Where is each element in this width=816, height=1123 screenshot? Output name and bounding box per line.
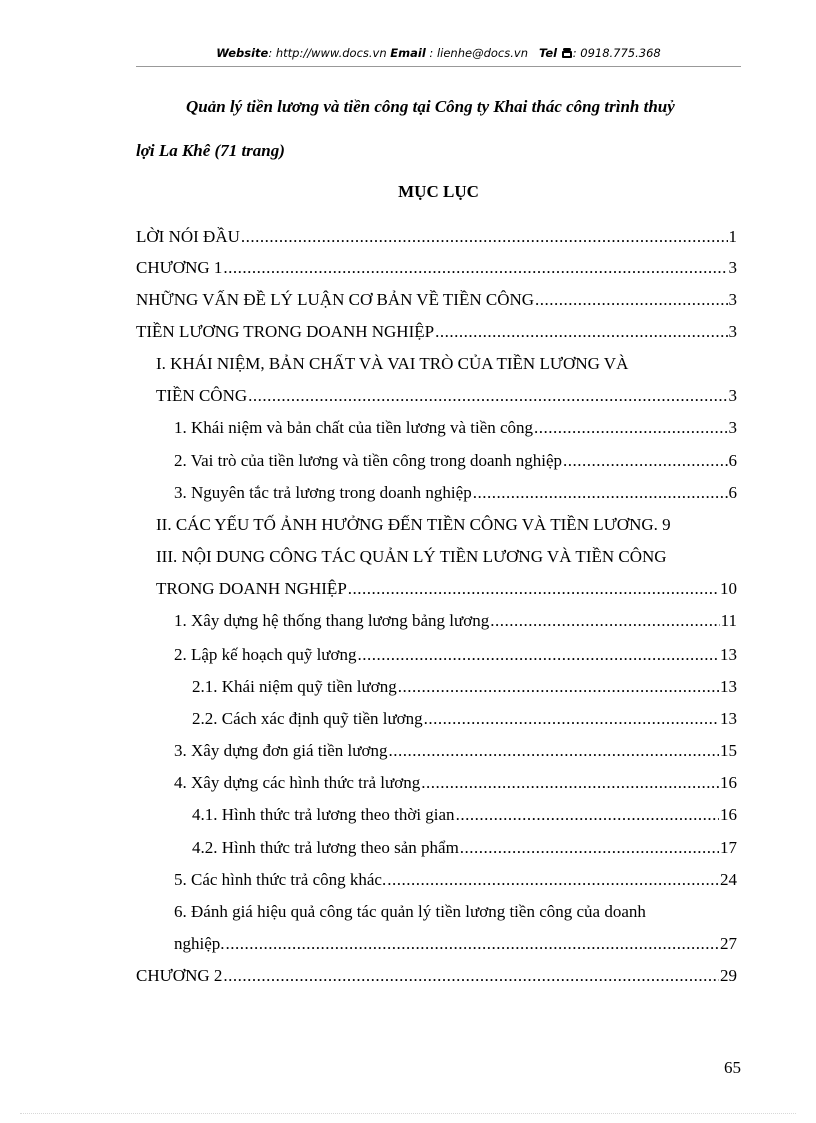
toc-entry-page: 24	[720, 870, 737, 889]
toc-leader	[388, 740, 719, 762]
toc-leader	[473, 482, 728, 504]
toc-entry-text: NHỮNG VẤN ĐỀ LÝ LUẬN CƠ BẢN VỀ TIỀN CÔNG	[136, 290, 535, 309]
phone-icon	[561, 48, 573, 58]
toc-entry[interactable]	[136, 321, 737, 343]
email-label: Email	[390, 46, 426, 60]
email-value: : lienhe@docs.vn	[425, 46, 528, 60]
toc-entry-page: 1	[728, 227, 737, 246]
toc-entry[interactable]	[174, 901, 646, 923]
toc-entry-text: TRONG DOANH NGHIỆP	[156, 579, 347, 598]
toc-entry-page: 3	[728, 322, 737, 341]
toc-leader	[223, 257, 727, 279]
toc-leader	[435, 321, 727, 343]
toc-entry-page: 3	[728, 258, 737, 277]
toc-leader	[563, 450, 727, 472]
toc-entry[interactable]	[156, 578, 737, 600]
toc-entry[interactable]	[174, 740, 737, 762]
toc-entry[interactable]	[156, 514, 671, 536]
toc-entry-page: 6	[728, 451, 737, 470]
toc-entry[interactable]	[174, 869, 737, 891]
toc-entry-page: 13	[720, 709, 737, 728]
toc-entry[interactable]	[156, 353, 628, 375]
toc-entry-text: 2. Vai trò của tiền lương và tiền công trong doanh nghiệp	[174, 451, 563, 470]
toc-entry[interactable]	[174, 610, 737, 632]
toc-leader	[460, 837, 719, 859]
toc-entry-text: II. CÁC YẾU TỐ ẢNH HƯỞNG ĐẾN TIỀN CÔNG VÀ TIỀN LƯƠNG. 9	[156, 515, 671, 534]
toc-entry[interactable]	[192, 708, 737, 730]
toc-entry-text: TIỀN CÔNG	[156, 386, 248, 405]
toc-entry-text: LỜI NÓI ĐẦU	[136, 227, 240, 246]
toc-entry[interactable]	[174, 482, 737, 504]
website-value: : http://www.docs.vn	[268, 46, 387, 60]
toc-entry-text: CHƯƠNG 1	[136, 258, 223, 277]
toc-entry-text: 2. Lập kế hoạch quỹ lương	[174, 645, 357, 664]
toc-entry-text: 2.2. Cách xác định quỹ tiền lương	[192, 709, 423, 728]
toc-entry-text: 4. Xây dựng các hình thức trả lương	[174, 773, 421, 792]
header-rule	[136, 66, 741, 67]
toc-leader	[358, 644, 720, 666]
toc-entry[interactable]	[136, 257, 737, 279]
toc-entry[interactable]	[136, 289, 737, 311]
toc-entry-text: 3. Xây dựng đơn giá tiền lương	[174, 741, 388, 760]
document-title-line-1: Quản lý tiền lương và tiền công tại Công ty Khai thác công trình thuỷ	[186, 97, 675, 116]
toc-entry-page: 16	[720, 805, 737, 824]
toc-entry-text: 2.1. Khái niệm quỹ tiền lương	[192, 677, 397, 696]
website-label: Website	[216, 46, 269, 60]
toc-entry[interactable]	[136, 965, 737, 987]
toc-entry-page: 13	[720, 677, 737, 696]
toc-entry-page: 6	[728, 483, 737, 502]
toc-entry-text: nghiệp.	[174, 934, 225, 953]
toc-entry[interactable]	[174, 644, 737, 666]
toc-entry-page: 16	[720, 773, 737, 792]
toc-entry-page: 29	[720, 966, 737, 985]
toc-leader	[248, 385, 727, 407]
toc-entry-text: 1. Khái niệm và bản chất của tiền lương và tiền công	[174, 418, 534, 437]
toc-entry-page: 3	[728, 386, 737, 405]
toc-entry-page: 13	[720, 645, 737, 664]
tel-label: Tel	[538, 46, 558, 60]
toc-leader	[456, 804, 719, 826]
toc-leader	[534, 417, 727, 439]
toc-entry-text: 4.2. Hình thức trả lương theo sản phẩm	[192, 838, 459, 857]
toc-entry[interactable]	[136, 226, 737, 248]
toc-entry[interactable]	[174, 417, 737, 439]
toc-leader	[398, 676, 719, 698]
toc-entry-text: 6. Đánh giá hiệu quả công tác quản lý tiền lương tiền công của doanh	[174, 902, 646, 921]
toc-heading: MỤC LỤC	[398, 182, 479, 201]
toc-leader	[535, 289, 727, 311]
toc-leader	[490, 610, 719, 632]
page-header	[136, 46, 741, 66]
toc-entry[interactable]	[156, 546, 667, 568]
toc-entry-text: TIỀN LƯƠNG TRONG DOANH NGHIỆP	[136, 322, 435, 341]
toc-entry-page: 27	[720, 934, 737, 953]
toc-entry[interactable]	[192, 837, 737, 859]
tel-value: : 0918.775.368	[572, 46, 661, 60]
toc-entry-text: CHƯƠNG 2	[136, 966, 223, 985]
toc-entry[interactable]	[192, 676, 737, 698]
toc-entry[interactable]	[192, 804, 737, 826]
toc-entry-text: I. KHÁI NIỆM, BẢN CHẤT VÀ VAI TRÒ CỦA TIỀN LƯƠNG VÀ	[156, 354, 629, 373]
toc-leader	[348, 578, 719, 600]
toc-entry[interactable]	[174, 772, 737, 794]
toc-leader	[241, 226, 728, 248]
page-number: 65	[724, 1058, 741, 1077]
toc-entry-text: 5. Các hình thức trả công khác.	[174, 870, 387, 889]
toc-entry-page: 3	[728, 290, 737, 309]
toc-entry[interactable]	[174, 450, 737, 472]
toc-entry[interactable]	[156, 385, 737, 407]
document-title-line-2: lợi La Khê (71 trang)	[136, 141, 285, 160]
toc-entry-page: 17	[720, 838, 737, 857]
toc-leader	[387, 869, 719, 891]
toc-entry-text: III. NỘI DUNG CÔNG TÁC QUẢN LÝ TIỀN LƯƠNG VÀ TIỀN CÔNG	[156, 547, 667, 566]
toc-leader	[223, 965, 719, 987]
toc-entry-page: 10	[720, 579, 737, 598]
toc-leader	[226, 933, 719, 955]
toc-entry-text: 3. Nguyên tắc trả lương trong doanh nghiệp	[174, 483, 472, 502]
toc-entry-text: 4.1. Hình thức trả lương theo thời gian	[192, 805, 455, 824]
toc-leader	[421, 772, 719, 794]
toc-entry[interactable]	[174, 933, 737, 955]
toc-entry-page: 3	[728, 418, 737, 437]
toc-entry-page: 11	[720, 611, 737, 630]
toc-leader	[424, 708, 719, 730]
toc-entry-page: 15	[720, 741, 737, 760]
footer-divider	[20, 1113, 796, 1114]
toc-entry-text: 1. Xây dựng hệ thống thang lương bảng lương	[174, 611, 490, 630]
